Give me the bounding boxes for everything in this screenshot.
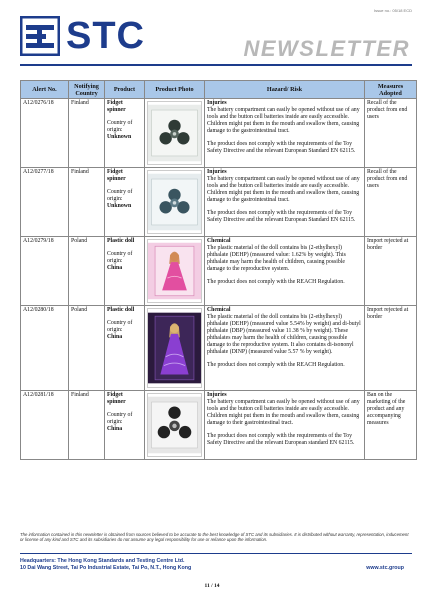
pink-doll-photo [148, 240, 201, 302]
origin-value: China [107, 426, 123, 432]
hazard-type: Injuries [207, 392, 227, 398]
origin-value: China [107, 334, 123, 340]
product-name: Fidget spinner [107, 169, 126, 182]
hazard-text: The plastic material of the doll contains bis (2-ethylhexyl) phthalate (DEHP) (measured value 5.54% by weight) and di-butyl phthalate (DBP) (measured value 11.38 % by weight). These phthalates may harm the health of children, causing possible damage to the reproductive system. It also contains di-isononyl phthalate (DINP) (measured value 5.57 % by weight). [207, 314, 361, 355]
product-name: Plastic doll [107, 238, 135, 244]
notifying-country: Poland [69, 237, 105, 306]
product-photo [145, 391, 205, 460]
hq-line-2: 10 Dai Wang Street, Tai Po Industrial Estate, Tai Po, N.T., Hong Kong [20, 565, 192, 571]
product-cell [105, 391, 145, 460]
hazard-type: Injuries [207, 100, 227, 106]
hazard-text: The plastic material of the doll contains bis (2-ethylhexyl) phthalate (DEHP) (measured value: 1.62% by weight). This phthalate may harm the health of children, causing possible damage to the reproductive system. [207, 245, 346, 272]
product-name: Plastic doll [107, 307, 135, 313]
alert-number: A12/0277/18 [21, 168, 69, 237]
hazard-type: Chemical [207, 307, 231, 313]
measures-adopted: Import rejected at border [365, 306, 417, 391]
hazard-text: The battery compartment can easily be opened without use of any tools and the button cell batteries inside are easily accessible. Children might put them in the mouth and swallow them, causing damage to the gastrointestinal tract. [207, 176, 360, 203]
stc-logo-mark-icon [20, 16, 60, 56]
alert-number: A12/0280/18 [21, 306, 69, 391]
origin-label: Country of origin: [107, 120, 133, 133]
alert-number: A12/0281/18 [21, 391, 69, 460]
hazard-cell [205, 306, 365, 391]
measures-adopted: Import rejected at border [365, 237, 417, 306]
table-header-row [21, 81, 417, 99]
col-product: Product [105, 81, 145, 99]
compliance-text: The product does not comply with the REACH Regulation. [207, 362, 345, 368]
product-cell [105, 168, 145, 237]
compliance-text: The product does not comply with the REACH Regulation. [207, 279, 345, 285]
notifying-country: Finland [69, 168, 105, 237]
notifying-country: Finland [69, 99, 105, 168]
col-product-photo: Product Photo [145, 81, 205, 99]
product-photo [145, 99, 205, 168]
fidget-spinner-photo [148, 394, 201, 456]
product-cell [105, 237, 145, 306]
hazard-type: Chemical [207, 238, 231, 244]
hazard-text: The battery compartment can easily be opened without use of any tools and the button cell batteries inside are easily accessible. Children might put them in the mouth and swallow them, causing damage to their gastrointestinal tract. [207, 399, 360, 426]
table-row [21, 391, 417, 460]
product-name: Fidget spinner [107, 100, 126, 113]
product-photo [145, 237, 205, 306]
issue-number: Issue no.: 05/18 ECD [373, 8, 412, 13]
purple-doll-photo [148, 309, 201, 387]
origin-label: Country of origin: [107, 189, 133, 202]
notifying-country: Finland [69, 391, 105, 460]
headquarters-address [20, 558, 191, 572]
disclaimer: The information contained in this newsletter is obtained from sources believed to be accurate to the best knowledge of STC and its subsidiaries. It is distributed without warranty, representation, inducement or license of any kind and STC and its subsidiaries do not assume any legal responsibility for use or reliance upon the information. [20, 532, 409, 543]
compliance-text: The product does not comply with the requirements of the Toy Safety Directive and the relevant European Standard EN 62115. [207, 141, 356, 154]
col-hazard-risk: Hazard/ Risk [205, 81, 365, 99]
measures-adopted: Recall of the product from end users [365, 168, 417, 237]
alert-number: A12/0276/18 [21, 99, 69, 168]
compliance-text: The product does not comply with the requirements of the Toy Safety Directive and the relevant European standard EN 62115. [207, 433, 355, 446]
table-row [21, 237, 417, 306]
compliance-text: The product does not comply with the requirements of the Toy Safety Directive and the relevant European Standard EN 62115. [207, 210, 356, 223]
alert-number: A12/0279/18 [21, 237, 69, 306]
origin-label: Country of origin: [107, 251, 133, 264]
hazard-cell [205, 391, 365, 460]
table-row [21, 99, 417, 168]
logo-wordmark: STC [66, 15, 145, 57]
newsletter-title: NEWSLETTER [243, 36, 410, 61]
product-photo [145, 306, 205, 391]
fidget-spinner-photo [148, 102, 201, 164]
website-link[interactable]: www.stc.group [366, 565, 404, 571]
measures-adopted: Recall of the product from end users [365, 99, 417, 168]
col-measures-adopted: Measures Adopted [365, 81, 417, 99]
alerts-table [20, 80, 417, 460]
table-row [21, 168, 417, 237]
table-row [21, 306, 417, 391]
product-cell [105, 99, 145, 168]
origin-label: Country of origin: [107, 320, 133, 333]
stc-logo [20, 14, 145, 58]
hazard-text: The battery compartment can easily be opened without use of any tools and the button cell batteries inside are easily accessible. Children might put them in the mouth and swallow them, causing damage to the gastrointestinal tract. [207, 107, 360, 134]
hazard-cell [205, 99, 365, 168]
product-name: Fidget spinner [107, 392, 126, 405]
product-cell [105, 306, 145, 391]
fidget-spinner-photo [148, 171, 201, 233]
hazard-cell [205, 168, 365, 237]
origin-value: China [107, 265, 123, 271]
origin-label: Country of origin: [107, 412, 133, 425]
hazard-cell [205, 237, 365, 306]
hazard-type: Injuries [207, 169, 227, 175]
origin-value: Unknown [107, 203, 132, 209]
footer-rule [20, 553, 412, 554]
hq-line-1: Headquarters: The Hong Kong Standards and Testing Centre Ltd. [20, 558, 185, 564]
col-notifying-country: Notifying Country [69, 81, 105, 99]
page-number: 11 / 14 [204, 583, 220, 589]
header-rule [20, 64, 412, 66]
origin-value: Unknown [107, 134, 132, 140]
col-alert-no: Alert No. [21, 81, 69, 99]
measures-adopted: Ban on the marketing of the product and any accompanying measures [365, 391, 417, 460]
product-photo [145, 168, 205, 237]
notifying-country: Poland [69, 306, 105, 391]
